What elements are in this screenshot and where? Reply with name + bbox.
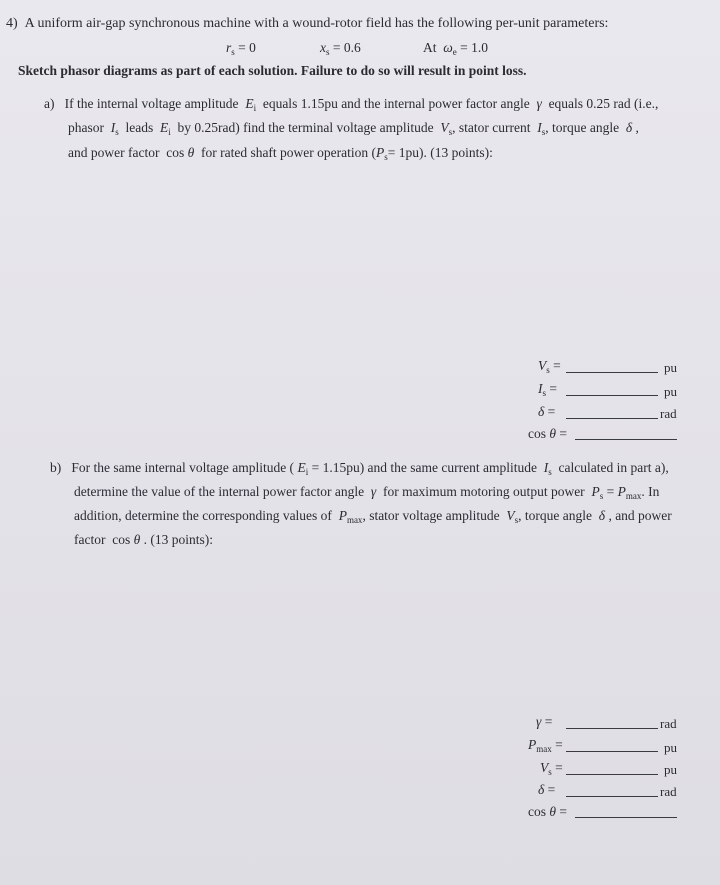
answer-blank-delta-b[interactable] bbox=[566, 796, 658, 797]
answer-label-delta: δ = bbox=[538, 404, 556, 419]
answer-unit-is: pu bbox=[664, 384, 677, 399]
part-a-text-1: a) If the internal voltage amplitude $E_i$ equals 1.15pu and the internal power factor angle γ equals 0.25 rad (i.e., bbox=[44, 96, 659, 113]
answer-blank-vs[interactable] bbox=[566, 372, 658, 373]
part-b-text-3: addition, determine the corresponding values of $P_{max}$, stator voltage amplitude $V_s$, torque angle δ , and power bbox=[74, 508, 672, 525]
answer-label-vs-b: $V_s$ = bbox=[540, 760, 563, 777]
answer-blank-vs-b[interactable] bbox=[566, 774, 658, 775]
param-x: $x_s = 0.6$ bbox=[320, 40, 361, 57]
answer-blank-gamma[interactable] bbox=[566, 728, 658, 729]
param-w: At $\omega_e = 1.0$ bbox=[423, 40, 489, 57]
answer-unit-gamma: rad bbox=[660, 716, 677, 731]
instruction: Sketch phasor diagrams as part of each solution. Failure to do so will result in point loss. bbox=[18, 63, 527, 78]
answer-unit-delta-b: rad bbox=[660, 784, 677, 799]
part-b-text-2: determine the value of the internal power factor angle γ for maximum motoring output power $P_s = P_{max}$. In bbox=[74, 484, 660, 501]
part-b-text-4: factor cos θ . (13 points): bbox=[74, 532, 213, 547]
answer-unit-vs: pu bbox=[664, 360, 677, 375]
part-a-text-3: and power factor cos θ for rated shaft power operation $(P_s= 1pu)$. (13 points): bbox=[68, 145, 493, 162]
answer-unit-pmax: pu bbox=[664, 740, 677, 755]
answer-blank-is[interactable] bbox=[566, 395, 658, 396]
answer-label-cos-b: cos θ = bbox=[528, 804, 568, 819]
part-b-text-1: b) For the same internal voltage amplitude ( $E_i = 1.15pu$) and the same current amplitude $I_s$ calculated in part a), bbox=[50, 460, 669, 477]
part-a-text-2: phasor $I_s$ leads $E_i$ by 0.25rad) find the terminal voltage amplitude $V_s$, stator current $I_s$, torque angle δ , bbox=[68, 120, 639, 137]
answer-label-is: $I_s$ = bbox=[538, 381, 558, 398]
param-r: $r_s = 0$ bbox=[226, 40, 256, 57]
answer-blank-cos-b[interactable] bbox=[575, 817, 677, 818]
answer-blank-pmax[interactable] bbox=[566, 751, 658, 752]
answer-blank-delta[interactable] bbox=[566, 418, 658, 419]
answer-label-vs: $V_s$ = bbox=[538, 358, 561, 375]
answer-blank-cos[interactable] bbox=[575, 439, 677, 440]
answer-label-gamma: γ = bbox=[536, 714, 553, 729]
answer-unit-vs-b: pu bbox=[664, 762, 677, 777]
answer-label-cos: cos θ = bbox=[528, 426, 568, 441]
answer-label-pmax: $P_{max}$ = bbox=[528, 737, 563, 754]
answer-unit-delta: rad bbox=[660, 406, 677, 421]
answer-label-delta-b: δ = bbox=[538, 782, 556, 797]
problem-header: 4) A uniform air-gap synchronous machine with a wound-rotor field has the following per-unit parameters: bbox=[6, 16, 609, 31]
